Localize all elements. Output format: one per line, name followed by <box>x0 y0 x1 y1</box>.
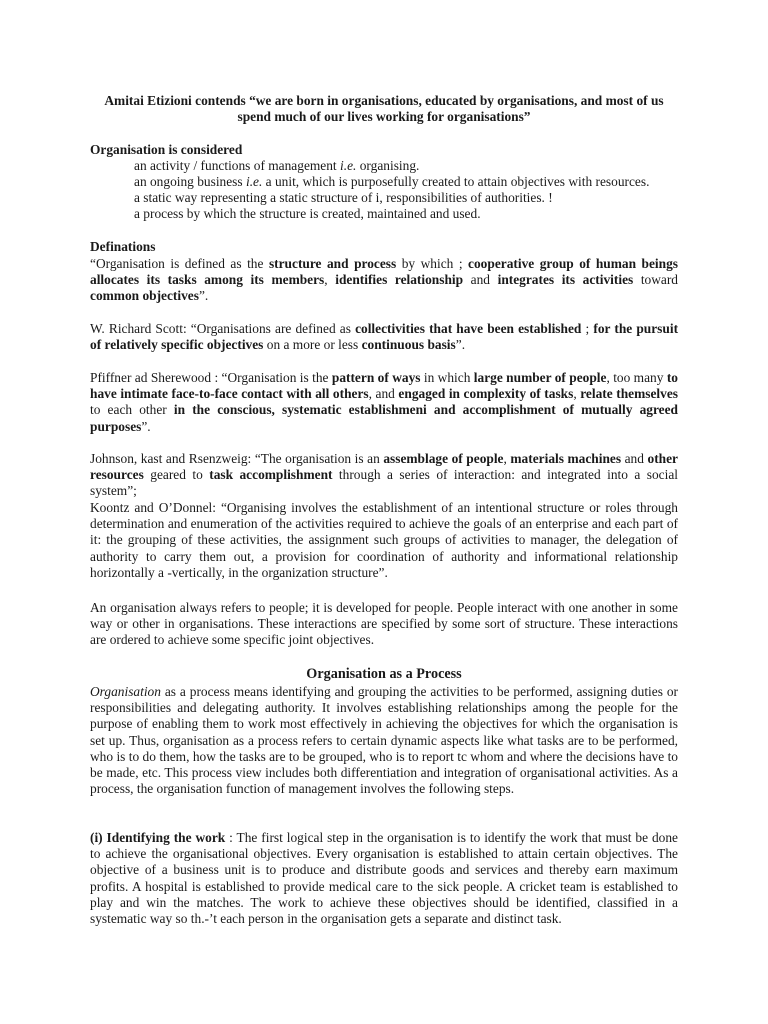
considered-item <box>134 206 481 222</box>
bold-text: assemblage of people <box>383 451 504 466</box>
bold-text: materials machines <box>510 451 622 466</box>
text-run: a unit, which is purposefully created to attain objectives with resources. <box>262 174 650 189</box>
text-run: ”. <box>198 288 209 304</box>
bold-text: cooperative group of human beings allocates its tasks among its members <box>90 256 678 288</box>
considered-item <box>134 174 649 190</box>
intro-quote-line-2: spend much of our lives working for organisations” <box>237 109 531 125</box>
bold-text: engaged in complexity of tasks <box>398 386 574 402</box>
bold-text: pattern of ways <box>331 370 421 385</box>
bold-text: (i) Identifying the work <box>90 830 226 845</box>
process-intro-paragraph <box>90 684 678 797</box>
text-run: on a more or less <box>263 337 362 353</box>
bold-text: integrates its activities <box>497 272 634 288</box>
bold-text: continuous basis <box>361 337 456 353</box>
text-run: , <box>324 272 336 288</box>
text-run: a process by which the structure is created, maintained and used. <box>134 206 481 221</box>
italic-text: i.e. <box>245 174 263 189</box>
text-run: to each other <box>90 402 174 418</box>
italic-text: i.e. <box>340 158 357 173</box>
bold-text: to have intimate face-to-face contact with all others <box>90 370 678 402</box>
considered-heading: Organisation is considered <box>90 142 243 157</box>
bold-text: other resources <box>90 451 678 483</box>
text-run: an activity / functions of management <box>134 158 341 173</box>
definition-paragraph <box>90 451 678 500</box>
considered-item <box>134 190 553 206</box>
text-run: in which <box>420 370 474 385</box>
text-run: ; <box>581 321 594 336</box>
definition-paragraph <box>90 370 678 435</box>
text-run: Koontz and O’Donnel: “Organising involves the establishment of an intentional structure or roles through determination and enumeration of the activities required to achieve the goals of an enterprise and each part of it: the grouping of these activities, the assignment such groups of activities to manager, the delegation of authority to carry them out, a provision for coordination of authority and informational relationship horizontally a -vertically, in the organization structure”. <box>90 500 678 580</box>
text-run: toward <box>633 272 678 288</box>
bold-text: common objectives <box>90 288 199 304</box>
text-run: geared to <box>143 467 210 483</box>
bold-text: large number of people <box>473 370 607 385</box>
step-identifying-work <box>90 830 678 927</box>
bold-text: structure and process <box>268 256 397 271</box>
definitions-heading: Definations <box>90 239 156 254</box>
text-run: , too many <box>606 370 667 385</box>
text-run: and <box>621 451 648 466</box>
text-run: “Organisation is defined as the <box>90 256 269 271</box>
people-paragraph: An organisation always refers to people; it is developed for people. People interact with one another in some way or other in organisations. These interactions are specified by some sort of structure. These interactions are ordered to achieve some specific joint objectives. <box>90 600 678 648</box>
text-run: as a process means identifying and grouping the activities to be performed, assigning duties or responsibilities and delegating authority. It involves establishing relationships among the people for the purpose of enabling them to work most effectively in achieving the objectives for which the organisation is set up. Thus, organisation as a process refers to certain dynamic aspects like what tasks are to be performed, who is to do them, how the tasks are to be grouped, who is to report tc whom and where the decisions have to be made, etc. This process view includes both differentiation and integration of organisational activities. As a process, the organisation function of management involves the following steps. <box>90 684 678 797</box>
bold-text: in the conscious, systematic establishmeni and accomplishment of mutually agreed purposes <box>90 402 679 434</box>
definition-paragraph <box>90 256 678 305</box>
intro-quote-line-1: Amitai Etizioni contends “we are born in organisations, educated by organisations, and most of us <box>104 93 664 108</box>
text-run: , <box>503 451 511 466</box>
section-title: Organisation as a Process <box>306 666 462 682</box>
text-run: , and <box>368 386 399 402</box>
definition-paragraph <box>90 500 678 581</box>
bold-text: relate themselves <box>580 386 678 402</box>
text-run: an ongoing business <box>134 174 246 189</box>
text-run: by which ; <box>396 256 469 271</box>
text-run: organising. <box>356 158 420 173</box>
text-run: a static way representing a static structure of i, responsibilities of authorities. ! <box>134 190 553 205</box>
definition-paragraph <box>90 321 678 353</box>
text-run: ”. <box>455 337 466 353</box>
text-run: through a series of interaction: and integrated into a social system”; <box>90 467 678 499</box>
bold-text: identifies relationship <box>335 272 464 288</box>
intro-quote <box>90 93 678 125</box>
text-run: ”. <box>141 418 151 434</box>
considered-item <box>134 158 419 174</box>
bold-text: collectivities that have been established <box>355 321 582 336</box>
text-run: Pfiffner ad Sherewood : “Organisation is the <box>90 370 332 385</box>
text-run: Johnson, kast and Rsenzweig: “The organisation is an <box>90 451 384 466</box>
text-run: and <box>463 272 498 288</box>
text-run: : The first logical step in the organisation is to identify the work that must be done to achieve the organisational objectives. Every organisation is established to attain certain objectives. The objective of a business unit is to produce and distribute goods and services and thereby earn maximum profits. A hospital is established to provide medical care to the sick people. A cricket team is established to play and win the matches. The work to achieve these objectives should be identified, classified in a systematic way so th.-’t each person in the organisation gets a separate and distinct task. <box>90 830 678 927</box>
text-run: W. Richard Scott: “Organisations are defined as <box>90 321 356 336</box>
bold-text: for the pursuit of relatively specific objectives <box>90 321 679 353</box>
text-run: , <box>573 386 581 402</box>
italic-text: Organisation <box>90 684 161 699</box>
bold-text: task accomplishment <box>209 467 333 483</box>
